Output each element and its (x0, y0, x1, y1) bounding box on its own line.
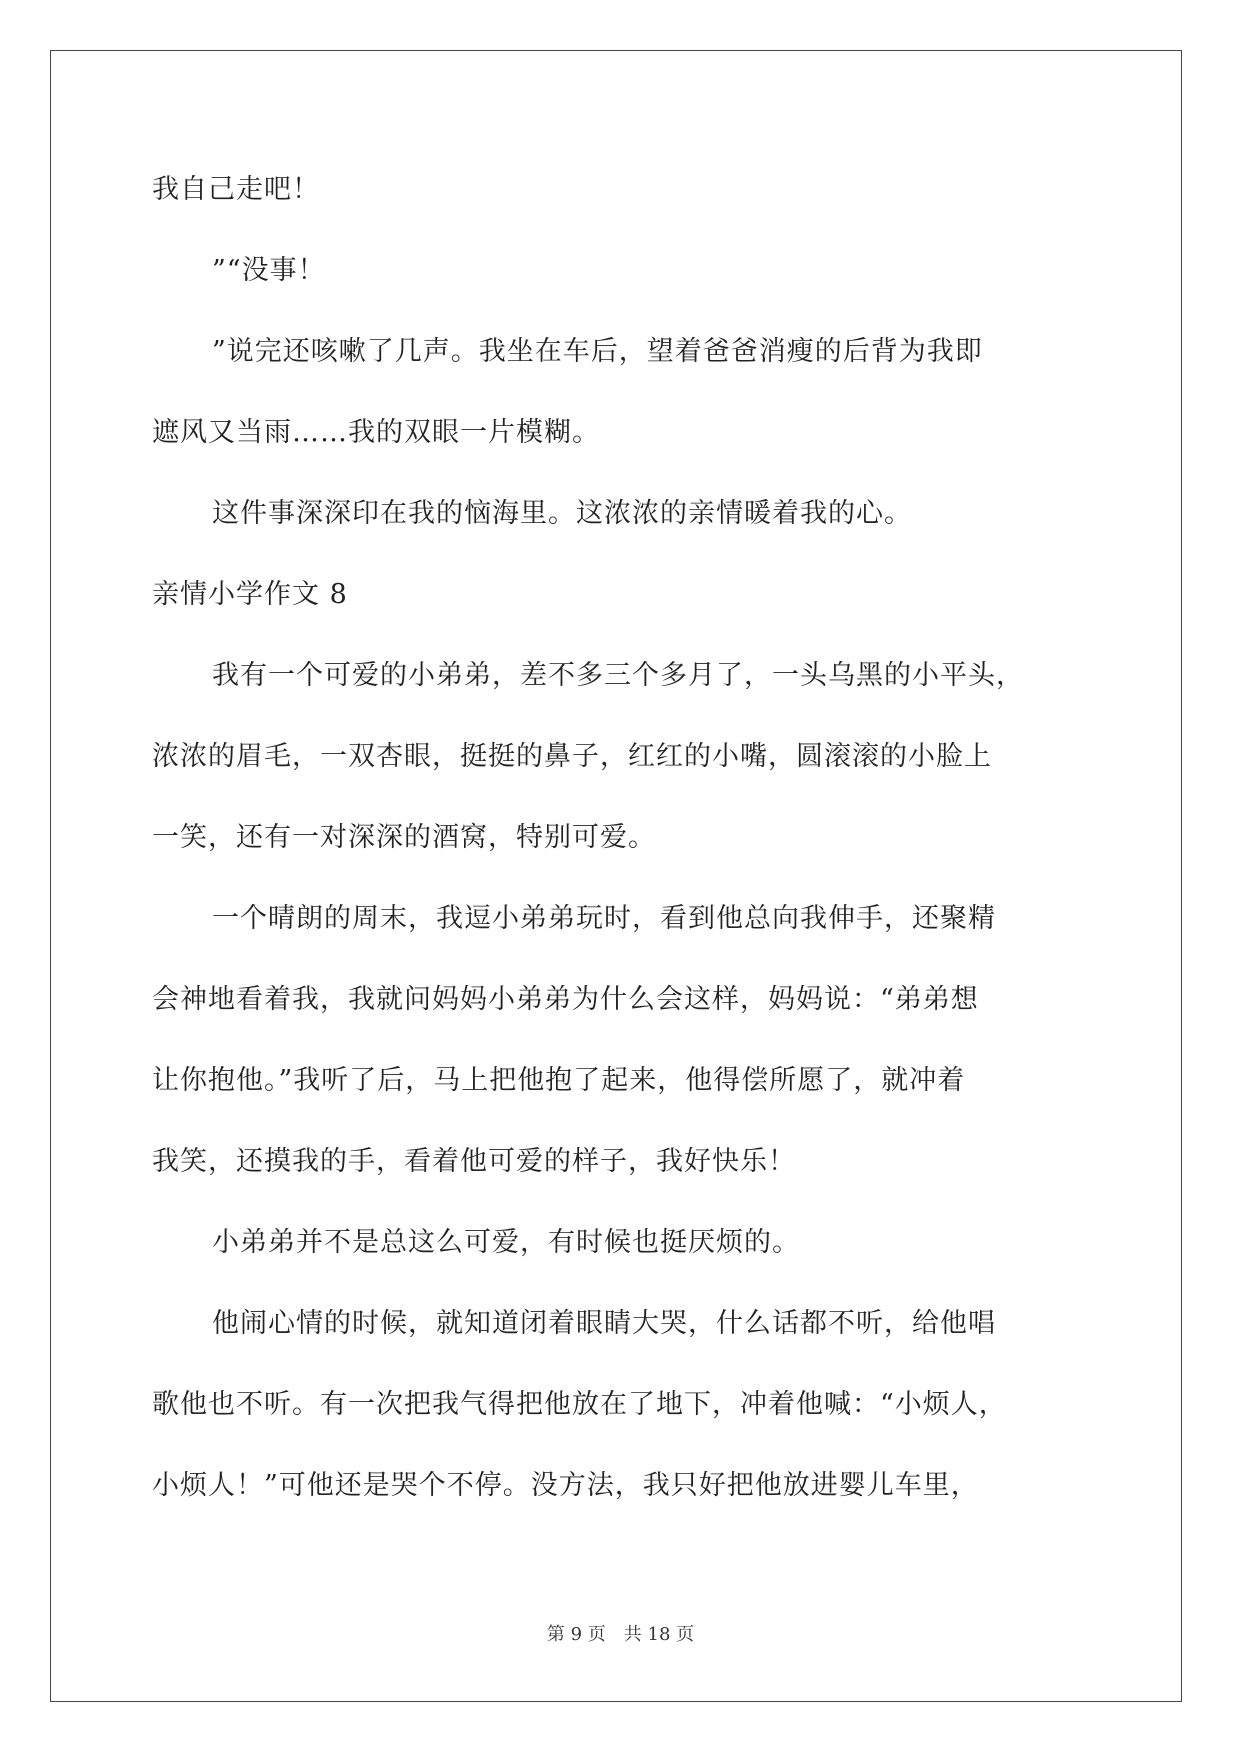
text-line: 让你抱他。”我听了后，马上把他抱了起来，他得偿所愿了，就冲着 (152, 1065, 966, 1096)
page-border (50, 50, 1182, 1702)
text-line: 我笑，还摸我的手，看着他可爱的样子，我好快乐！ (152, 1146, 796, 1177)
text-line: ”“没事！ (212, 255, 326, 286)
text-line: 小烦人！”可他还是哭个不停。没方法，我只好把他放进婴儿车里， (152, 1470, 979, 1501)
text-line: 我自己走吧！ (152, 174, 320, 205)
text-line: 这件事深深印在我的恼海里。这浓浓的亲情暖着我的心。 (212, 498, 912, 529)
text-line: ”说完还咳嗽了几声。我坐在车后，望着爸爸消瘦的后背为我即 (212, 336, 983, 367)
text-line: 浓浓的眉毛，一双杏眼，挺挺的鼻子，红红的小嘴，圆滚滚的小脸上 (152, 741, 992, 772)
text-line: 会神地看着我，我就问妈妈小弟弟为什么会这样，妈妈说：“弟弟想 (152, 984, 979, 1015)
text-line: 他闹心情的时候，就知道闭着眼睛大哭，什么话都不听，给他唱 (212, 1308, 996, 1339)
text-line: 我有一个可爱的小弟弟，差不多三个多月了，一头乌黑的小平头， (212, 660, 1024, 691)
page-footer (0, 1623, 1241, 1647)
text-line: 一笑，还有一对深深的酒窝，特别可爱。 (152, 822, 656, 853)
text-line: 遮风又当雨……我的双眼一片模糊。 (152, 417, 600, 448)
section-heading: 亲情小学作文 8 (152, 579, 348, 610)
current-page-number: 第 9 页 (546, 1624, 606, 1645)
text-line: 歌他也不听。有一次把我气得把他放在了地下，冲着他喊：“小烦人， (152, 1389, 1007, 1420)
text-line: 小弟弟并不是总这么可爱，有时候也挺厌烦的。 (212, 1227, 800, 1258)
total-pages: 共 18 页 (623, 1624, 695, 1645)
text-line: 一个晴朗的周末，我逗小弟弟玩时，看到他总向我伸手，还聚精 (212, 903, 996, 934)
